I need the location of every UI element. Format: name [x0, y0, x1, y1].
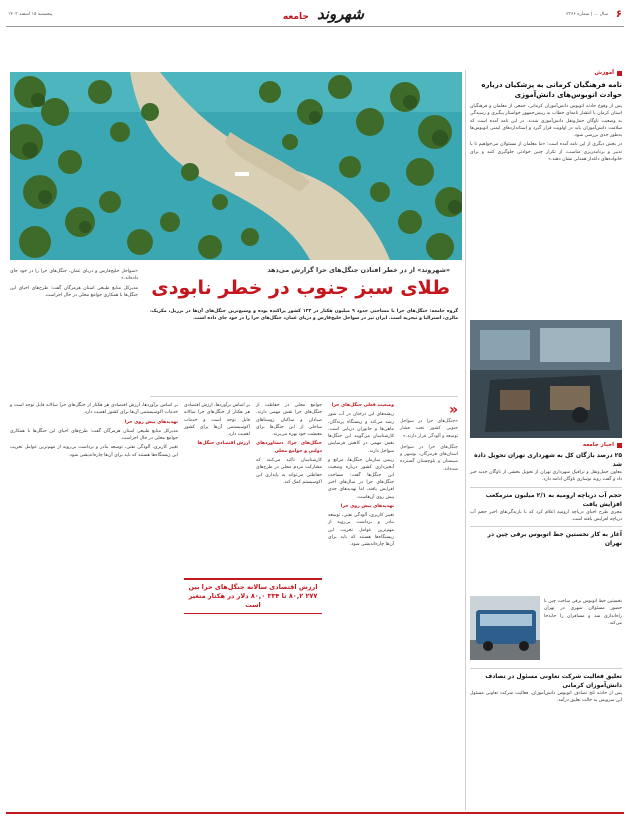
bottom-accent-bar	[6, 812, 624, 814]
body-column-3	[184, 402, 250, 450]
bus-photo-graphic	[470, 320, 622, 438]
lead-text: گروه جامعه: جنگل‌های حرا با مساحتی حدود ۹ میلیون هکتار در ۱۲۳ کشور پراکنده بوده و وسیع‌ترین جنگل‌های آن‌ها در برزیل، مکزیک، مالزی، استرالیا و نیجریه است. ایران نیز در سواحل خلیج‌فارس و دریای عمان، جنگل‌های حرا را در خود جای داده است.	[150, 309, 458, 322]
bus-interior-photo	[470, 320, 622, 438]
body-col1-p3: تغییر کاربری، آلودگی نفتی، توسعه بنادر و برداشت بی‌رویه از مهم‌ترین عوامل تخریب این زیستگاه‌ها هستند که باید برای آن‌ها چاره‌اندیشی شود.	[328, 513, 394, 548]
section-tag-marker-icon-2	[617, 443, 622, 448]
side-story-4-title[interactable]: آغاز به کار نخستین خط اتوبوس برقی چین در تهران	[487, 531, 622, 548]
body-col2-p1: جوامع محلی در حفاظت از جنگل‌های حرا نقش مهمی دارند. صیادان و ساکنان روستاهای ساحلی از این جنگل‌ها برای معیشت خود بهره می‌برند.	[256, 403, 322, 438]
body-col3-p1: بر اساس برآوردها، ارزش اقتصادی هر هکتار از جنگل‌های حرا سالانه قابل توجه است و خدمات اکوسیستمی آن‌ها برای کشور اهمیت دارد.	[184, 403, 250, 438]
side-story-1-body-2: در بخش دیگری از این نامه آمده است: «ما معلمان از مسئولان می‌خواهیم تا با تدبیر و برنامه‌ریزی مناسب، از تکرار چنین حوادثی جلوگیری کنند و برای خانواده‌های داغدار همدلی نشان دهند.»	[470, 142, 622, 163]
section-tag-label: آموزش	[594, 70, 614, 76]
masthead-logo	[274, 4, 364, 24]
side-section-tag-2	[470, 442, 622, 448]
side-column-2	[470, 442, 622, 548]
issue-info: سال ... | شماره ۲۳۶۶	[566, 12, 608, 17]
mangrove-photo-graphic	[10, 72, 462, 260]
section-name: جامعه	[282, 12, 309, 22]
body-col4-p3: تغییر کاربری، آلودگی نفتی، توسعه بنادر و برداشت بی‌رویه از مهم‌ترین عوامل تخریب این زیستگاه‌ها هستند که باید برای آن‌ها چاره‌اندیشی شود.	[10, 445, 178, 458]
side-story-1-body: پس از وقوع حادثه اتوبوس دانش‌آموزان کرمانی، جمعی از معلمان و فرهنگیان استان کرمان با انتشار نامه‌ای خطاب به رییس‌جمهور خواستار پیگیری و رسیدگی به وضعیت ناوگان حمل‌ونقل دانش‌آموزی شدند. در این نامه آمده است که سلامت دانش‌آموزان باید در اولویت قرار گیرد و استانداردهای ایمنی اتوبوس‌ها به‌طور جدی بررسی شود.	[470, 104, 622, 139]
electric-bus-graphic	[470, 596, 540, 660]
body-col2-p2: کارشناسان تاکید می‌کنند که مشارکت مردم محلی در طرح‌های حفاظتی می‌تواند به پایداری این اکوسیستم کمک کند.	[256, 458, 322, 485]
body-col4-p2: مدیرکل منابع طبیعی استان هرمزگان گفت: طرح‌های احیای این جنگل‌ها با همکاری جوامع محلی در حال اجراست.	[10, 428, 178, 442]
subhead-1b: تهدیدهای پیش روی حرا	[340, 503, 394, 509]
page-header	[6, 4, 624, 24]
highlight-text: ارزش اقتصادی سالانه جنگل‌های حرا بین ۲۷۷ ۸۰,۲ تا ۳۳۴ ۸۰,۰ دلار در هکتار متغیر است	[188, 583, 318, 609]
header-rule	[6, 26, 624, 27]
side-story-5-body: پس از حادثه تلخ تصادف اتوبوس دانش‌آموزان، فعالیت شرکت تعاونی مسئول این سرویس به حالت تعلیق درآمد.	[470, 691, 622, 704]
subhead-1: وضعیت فعلی جنگل‌های حرا	[331, 403, 394, 408]
pull-quote-extra: جنگل‌های حرا در سواحل استان‌های هرمزگان، بوشهر و سیستان و بلوچستان گسترده شده‌اند.	[400, 444, 458, 472]
body-col4-p1: بر اساس برآوردها، ارزش اقتصادی هر هکتار از جنگل‌های حرا سالانه قابل توجه است و خدمات اکوسیستمی آن‌ها برای کشور اهمیت دارد.	[10, 403, 178, 416]
lead-divider	[150, 396, 458, 397]
pull-quote: «جنگل‌های حرا در سواحل جنوبی کشور تحت فشار توسعه و آلودگی قرار دارند.»	[400, 419, 458, 439]
left-side-note-text: «سواحل خلیج‌فارس و دریای عمان، جنگل‌های حرا را در خود جای داده‌اند.»	[10, 269, 138, 282]
side-section-tag	[470, 70, 622, 76]
body-column-4	[10, 402, 178, 461]
body-column-2	[256, 402, 322, 488]
section-tag-label-2: اخبار جامعه	[582, 442, 614, 448]
body-column-1	[328, 402, 394, 551]
issue-date: پنجشنبه ۱۵ اسفند ۱۴۰۳	[8, 12, 53, 17]
side-divider-1	[470, 487, 622, 488]
electric-bus-photo	[470, 596, 540, 660]
side-story-2-body: معاون حمل‌ونقل و ترافیک شهرداری تهران از تحویل بخشی از ناوگان جدید خبر داد و گفت روند نوسازی ناوگان ادامه دارد.	[470, 470, 622, 483]
left-side-note	[10, 268, 138, 301]
side-story-1-title[interactable]: نامه فرهنگیان کرمانی به پزشکیان درباره حوادث اتوبوس‌های دانش‌آموزی	[481, 81, 622, 99]
column-divider	[465, 70, 466, 810]
side-column-3	[470, 672, 622, 705]
side-column	[470, 70, 622, 163]
side-story-3-title[interactable]: حجم آب دریاچه ارومیه به ۲/۱ میلیون مترمکعب افزایش یافت	[485, 491, 622, 508]
main-kicker: «شهروند» از در خطر افتادن جنگل‌های حرا گزارش می‌دهد	[267, 266, 450, 274]
pull-quote-column	[400, 402, 458, 473]
mangrove-aerial-photo	[10, 72, 462, 260]
side-story-5-title[interactable]: تعلیق فعالیت شرکت تعاونی مسئول در تصادف دانش‌آموزان کرمانی	[485, 673, 622, 689]
highlight-box	[184, 578, 322, 614]
quote-mark-icon: «	[448, 402, 458, 418]
side-story-3-body: مجری طرح احیای دریاچه ارومیه اعلام کرد که با بارندگی‌های اخیر حجم آب دریاچه افزایش یافته است.	[470, 509, 622, 522]
subhead-2: جنگل‌های حرا؛ دستاوردهای دولتی و جوامع محلی	[256, 441, 322, 454]
side-divider-2	[470, 526, 622, 527]
lead-paragraph	[150, 308, 458, 323]
page-number: ۶	[615, 9, 622, 20]
side-divider-3	[470, 668, 622, 669]
left-side-note-text-2: مدیرکل منابع طبیعی استان هرمزگان گفت: طرح‌های احیای این جنگل‌ها با همکاری جوامع محلی در حال اجراست.	[10, 285, 138, 298]
logo-word: شهروند	[316, 5, 364, 23]
subhead-3: ارزش اقتصادی جنگل‌ها	[197, 441, 250, 447]
section-tag-marker-icon	[617, 71, 622, 76]
side-story-4-body: نخستین خط اتوبوس برقی ساخت چین با حضور مسئولان شهری در تهران راه‌اندازی شد و مسافران را جابه‌جا می‌کند.	[544, 599, 622, 626]
body-col1-p2: رییس سازمان جنگل‌ها، مراتع و آبخیزداری کشور درباره وضعیت این جنگل‌ها گفت: مساحت جنگل‌های حرا در سال‌های اخیر افزایش یافته، اما تهدیدهای جدی پیش روی آن‌هاست.	[328, 458, 394, 500]
body-col1-p1: ریشه‌های این درختان در آب شور رشد می‌کند و زیستگاه پرندگان، ماهی‌ها و جانوران دریایی است. کارشناسان می‌گویند این جنگل‌ها نقش مهمی در کاهش فرسایش سواحل دارند.	[328, 412, 394, 454]
side-story-2-title[interactable]: ۲۵ درصد بازگان کل به شهرداری تهران تحویل داده شد	[474, 452, 622, 468]
subhead-4: تهدیدهای پیش روی حرا	[124, 419, 178, 425]
main-headline: طلای سبز جنوب در خطر نابودی	[151, 277, 450, 299]
